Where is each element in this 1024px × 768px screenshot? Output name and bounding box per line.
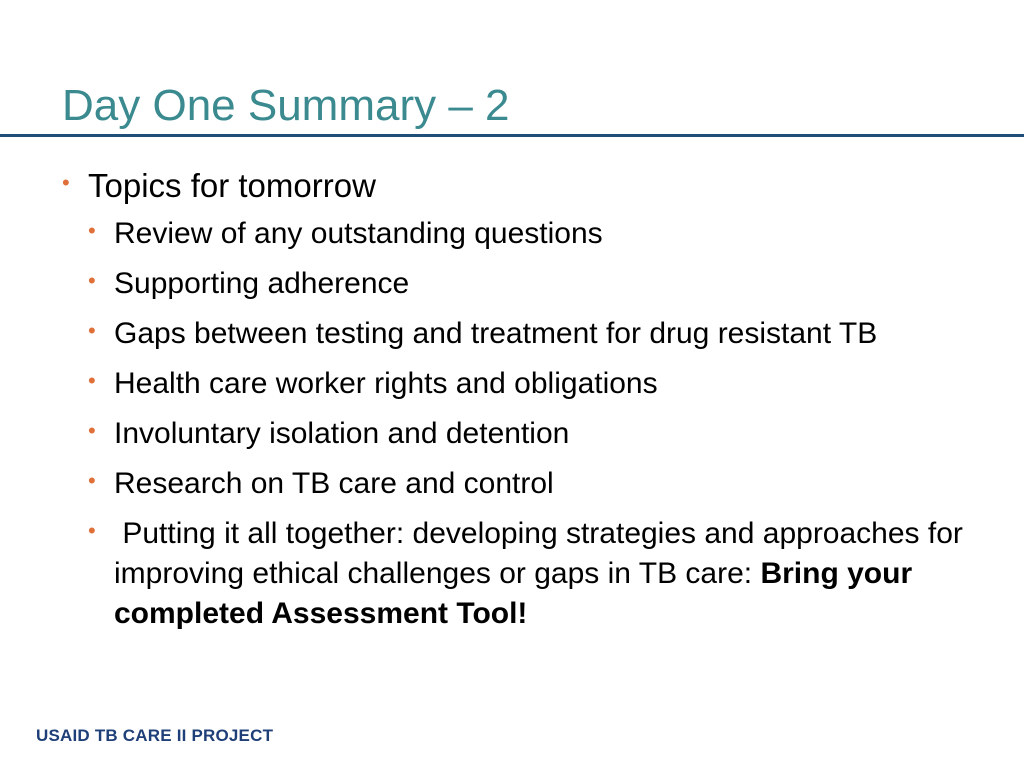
- bullet-icon: •: [62, 170, 70, 195]
- sub-bullet-text: Health care worker rights and obligations: [114, 367, 658, 400]
- sub-bullet-item: [62, 364, 982, 404]
- assessment-tool-callout: Bring your completed Assessment Tool!: [114, 557, 913, 630]
- sub-bullet-text: Gaps between testing and treatment for drug resistant TB: [114, 317, 878, 350]
- sub-bullet-text: Review of any outstanding questions: [114, 217, 603, 250]
- footer-project-name: USAID TB CARE II PROJECT: [36, 726, 274, 745]
- bullet-icon: •: [88, 518, 96, 543]
- slide-title: Day One Summary – 2: [62, 81, 510, 130]
- bullet-icon: •: [88, 318, 96, 343]
- bullet-icon: •: [88, 418, 96, 443]
- sub-bullet-text: Supporting adherence: [114, 267, 410, 300]
- sub-bullet-item-final: [62, 514, 982, 634]
- sub-bullet-text: Involuntary isolation and detention: [114, 417, 570, 450]
- bullet-topics-for-tomorrow: [62, 166, 982, 206]
- bullet-icon: •: [88, 468, 96, 493]
- sub-bullet-item: [62, 214, 982, 254]
- bullet-text: Topics for tomorrow: [88, 167, 376, 204]
- sub-bullet-item: [62, 264, 982, 304]
- sub-bullet-text: Putting it all together: developing strategies and approaches for improving ethical challenges or gaps in TB care:: [114, 517, 972, 590]
- bullet-icon: •: [88, 268, 96, 293]
- title-divider: [0, 134, 1024, 137]
- sub-bullet-text: Research on TB care and control: [114, 467, 554, 500]
- sub-bullet-item: [62, 464, 982, 504]
- slide-content: [62, 166, 982, 644]
- bullet-icon: •: [88, 368, 96, 393]
- sub-bullet-item: [62, 314, 982, 354]
- bullet-icon: •: [88, 218, 96, 243]
- sub-bullet-item: [62, 414, 982, 454]
